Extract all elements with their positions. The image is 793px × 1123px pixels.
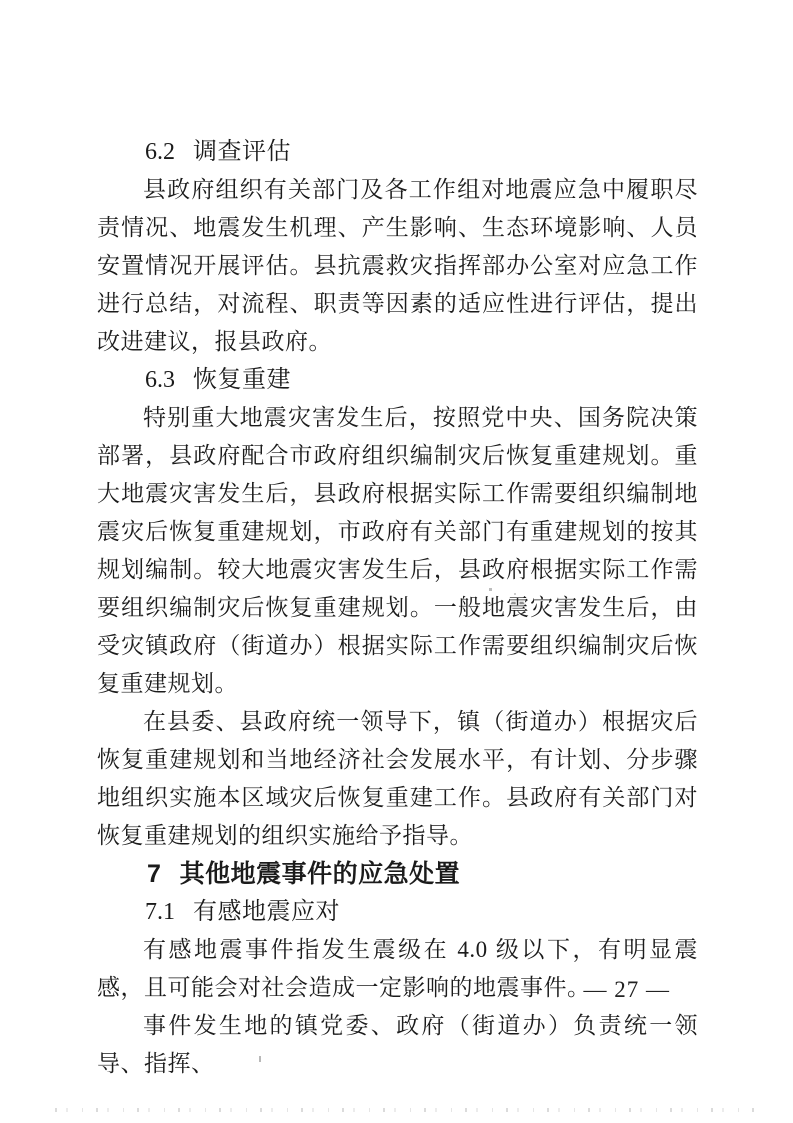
paragraph-event-response: 事件发生地的镇党委、政府（街道办）负责统一领导、指挥、 (97, 1013, 698, 1076)
section-title: 调查评估 (193, 139, 291, 165)
page-number: — 27 — (583, 977, 670, 1002)
section-title: 有感地震应对 (193, 899, 340, 925)
document-body (97, 133, 698, 1083)
paragraph-rebuild-implementation: 在县委、县政府统一领导下，镇（街道办）根据灾后恢复重建规划和当地经济社会发展水平，有计划、分步骤地组织实施本区域灾后恢复重建工作。县政府有关部门对恢复重建规划的组织实施给予指导。 (97, 709, 698, 848)
section-heading-6-2 (97, 133, 698, 171)
section-number: 7.1 (145, 899, 175, 925)
section-number: 6.2 (145, 139, 175, 165)
scan-speck (259, 1056, 261, 1062)
section-number: 7 (147, 860, 161, 888)
section-title: 其他地震事件的应急处置 (179, 860, 461, 888)
section-heading-7-1 (97, 893, 698, 931)
scan-speck (489, 588, 492, 591)
section-heading-7 (97, 855, 698, 893)
paragraph-evaluation: 县政府组织有关部门及各工作组对地震应急中履职尽责情况、地震发生机理、产生影响、生态环境影响、人员安置情况开展评估。县抗震救灾指挥部办公室对应急工作进行总结，对流程、职责等因素的适应性进行评估，提出改进建议，报县政府。 (97, 177, 698, 354)
paragraph-rebuild-planning: 特别重大地震灾害发生后，按照党中央、国务院决策部署，县政府配合市政府组织编制灾后恢复重建规划。重大地震灾害发生后，县政府根据实际工作需要组织编制地震灾后恢复重建规划，市政府有关部门有重建规划的按其规划编制。较大地震灾害发生后，县政府根据实际工作需要组织编制灾后恢复重建规划。一般地震灾害发生后，由受灾镇政府（街道办）根据实际工作需要组织编制灾后恢复重建规划。 (97, 405, 698, 696)
section-number: 6.3 (145, 367, 175, 393)
scan-noise-artifact (55, 1108, 760, 1112)
scan-speck (514, 593, 516, 595)
section-heading-6-3 (97, 361, 698, 399)
section-title: 恢复重建 (193, 367, 291, 393)
paragraph-felt-earthquake: 有感地震事件指发生震级在 4.0 级以下，有明显震感，且可能会对社会造成一定影响的地震事件。 (97, 937, 698, 1000)
